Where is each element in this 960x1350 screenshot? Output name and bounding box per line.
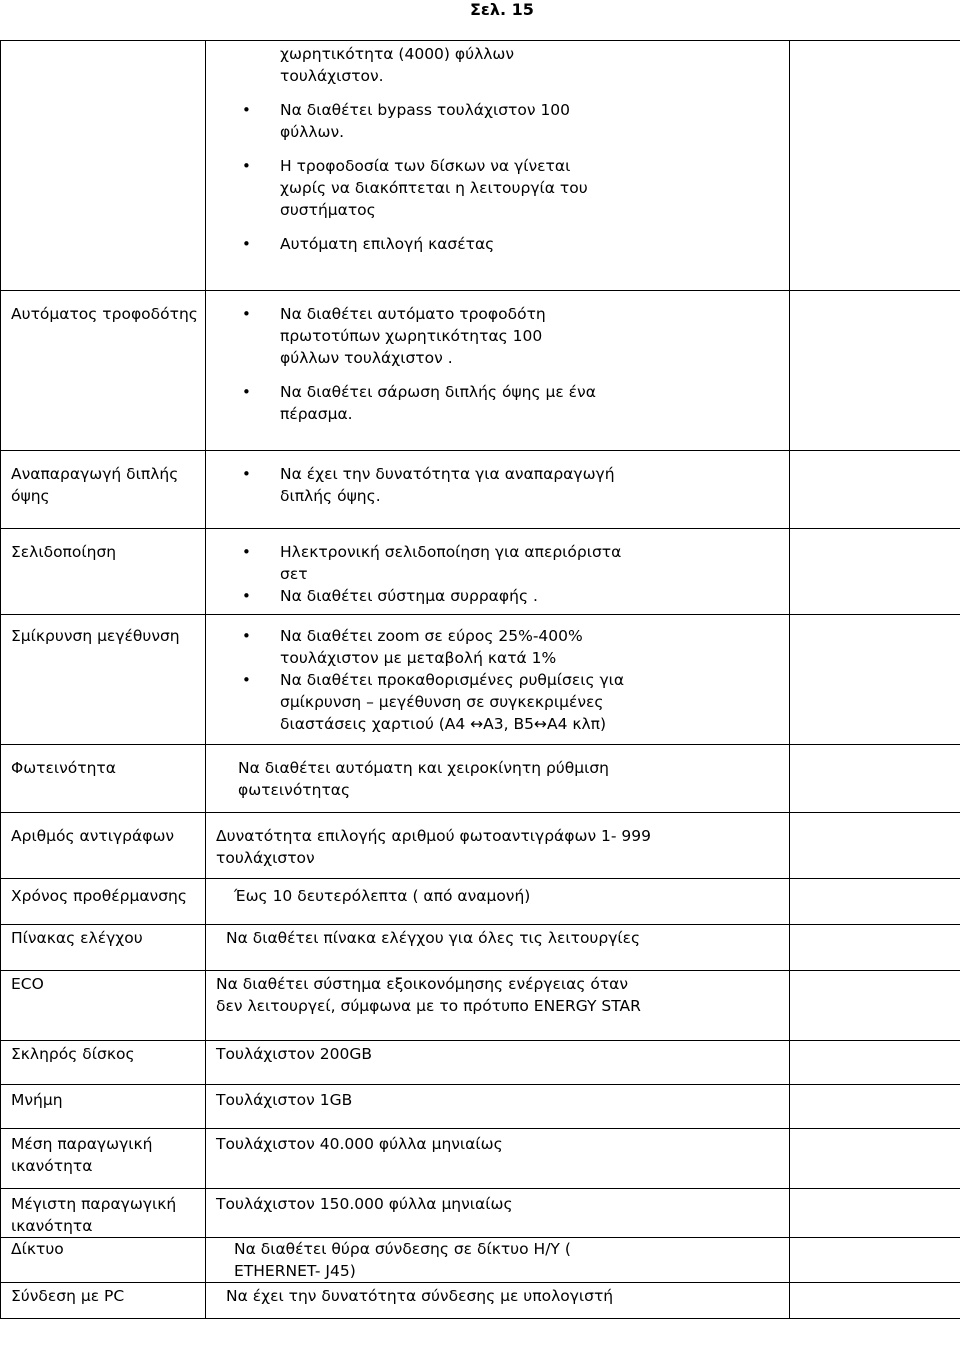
spec-value	[206, 879, 790, 925]
table-row	[1, 291, 960, 451]
spec-value	[206, 1189, 790, 1238]
spec-text: Να διαθέτει αυτόματη και χειροκίνητη ρύθμιση φωτεινότητας	[238, 759, 610, 799]
spec-value	[206, 1238, 790, 1283]
spec-label: Μέγιστη παραγωγική ικανότητα	[1, 1189, 206, 1238]
spec-label: Αυτόματος τροφοδότης	[1, 291, 206, 451]
table-row	[1, 1129, 960, 1189]
spec-value	[206, 529, 790, 615]
list-item: • Να έχει την δυνατότητα για αναπαραγωγή διπλής όψης.	[206, 463, 640, 507]
table-row	[1, 1189, 960, 1238]
spec-label: Σελιδοποίηση	[1, 529, 206, 615]
spec-label: Μέση παραγωγική ικανότητα	[1, 1129, 206, 1189]
spec-value	[206, 1085, 790, 1129]
table-row	[1, 41, 960, 291]
table-row	[1, 745, 960, 813]
table-row	[1, 451, 960, 529]
spec-label: Φωτεινότητα	[1, 745, 206, 813]
spec-value	[206, 451, 790, 529]
list-item: • Να διαθέτει bypass τουλάχιστον 100 φύλλων.	[206, 99, 580, 143]
spec-value	[206, 971, 790, 1041]
list-item: • Να διαθέτει σάρωση διπλής όψης με ένα πέρασμα.	[206, 381, 620, 425]
spec-text: Να διαθέτει θύρα σύνδεσης σε δίκτυο Η/Υ ( ETHERNET- J45)	[234, 1240, 571, 1280]
spec-label: ECO	[1, 971, 206, 1041]
spec-value	[206, 1283, 790, 1319]
table-row	[1, 529, 960, 615]
table-row	[1, 971, 960, 1041]
list-item: • Ηλεκτρονική σελιδοποίηση για απεριόριστα σετ	[206, 541, 640, 585]
spec-text: Να διαθέτει σύστημα εξοικονόμησης ενέργειας όταν δεν λειτουργεί, σύμφωνα με το πρότυπο ENERGY STAR	[216, 975, 641, 1015]
list-item: • Να διαθέτει προκαθορισμένες ρυθμίσεις για σμίκρυνση – μεγέθυνση σε συγκεκριμένες διαστάσεις χαρτιού (Α4 ↔Α3, Β5↔Α4 κλπ)	[206, 669, 640, 735]
spec-label: Σμίκρυνση μεγέθυνση	[1, 615, 206, 745]
spec-label: Σκληρός δίσκος	[1, 1041, 206, 1085]
list-item: • Να διαθέτει αυτόματο τροφοδότη πρωτοτύπων χωρητικότητας 100 φύλλων τουλάχιστον .	[206, 303, 570, 369]
table-row	[1, 925, 960, 971]
spec-text: Έως 10 δευτερόλεπτα ( από αναμονή)	[234, 887, 531, 905]
spec-text: Να έχει την δυνατότητα σύνδεσης με υπολογιστή	[226, 1287, 614, 1305]
spec-text: Δυνατότητα επιλογής αριθμού φωτοαντιγράφων 1- 999 τουλάχιστον	[216, 827, 652, 867]
list-item: • Αυτόματη επιλογή κασέτας	[206, 233, 789, 255]
table-row	[1, 1085, 960, 1129]
spec-text: Τουλάχιστον 150.000 φύλλα μηνιαίως	[216, 1195, 513, 1213]
spec-value	[206, 1041, 790, 1085]
spec-label: Χρόνος προθέρμανσης	[1, 879, 206, 925]
list-item: • Να διαθέτει zoom σε εύρος 25%-400% τουλάχιστον με μεταβολή κατά 1%	[206, 625, 620, 669]
spec-value	[206, 813, 790, 879]
spec-value	[206, 1129, 790, 1189]
spec-value	[206, 615, 790, 745]
spec-label: Σύνδεση με PC	[1, 1283, 206, 1319]
spec-text: Να διαθέτει πίνακα ελέγχου για όλες τις λειτουργίες	[226, 929, 641, 947]
table-row	[1, 1238, 960, 1283]
table-row	[1, 813, 960, 879]
spec-text: Τουλάχιστον 1GB	[216, 1091, 353, 1109]
spec-label: Αναπαραγωγή διπλής όψης	[1, 451, 206, 529]
specifications-table	[0, 40, 960, 1319]
page-number: Σελ. 15	[470, 0, 534, 19]
table-row	[1, 1283, 960, 1319]
spec-value	[206, 41, 790, 291]
spec-label: Δίκτυο	[1, 1238, 206, 1283]
spec-value	[206, 925, 790, 971]
spec-label: Πίνακας ελέγχου	[1, 925, 206, 971]
list-item: χωρητικότητα (4000) φύλλων τουλάχιστον.	[280, 45, 515, 85]
spec-label: Μνήμη	[1, 1085, 206, 1129]
spec-text: Τουλάχιστον 40.000 φύλλα μηνιαίως	[216, 1135, 503, 1153]
list-item: • Η τροφοδοσία των δίσκων να γίνεται χωρίς να διακόπτεται η λειτουργία του συστήματος	[206, 155, 610, 221]
spec-value	[206, 291, 790, 451]
table-row	[1, 615, 960, 745]
table-row	[1, 879, 960, 925]
spec-value	[206, 745, 790, 813]
spec-label: Αριθμός αντιγράφων	[1, 813, 206, 879]
table-row	[1, 1041, 960, 1085]
list-item: • Να διαθέτει σύστημα συρραφής .	[206, 585, 789, 607]
spec-text: Τουλάχιστον 200GB	[216, 1045, 372, 1063]
